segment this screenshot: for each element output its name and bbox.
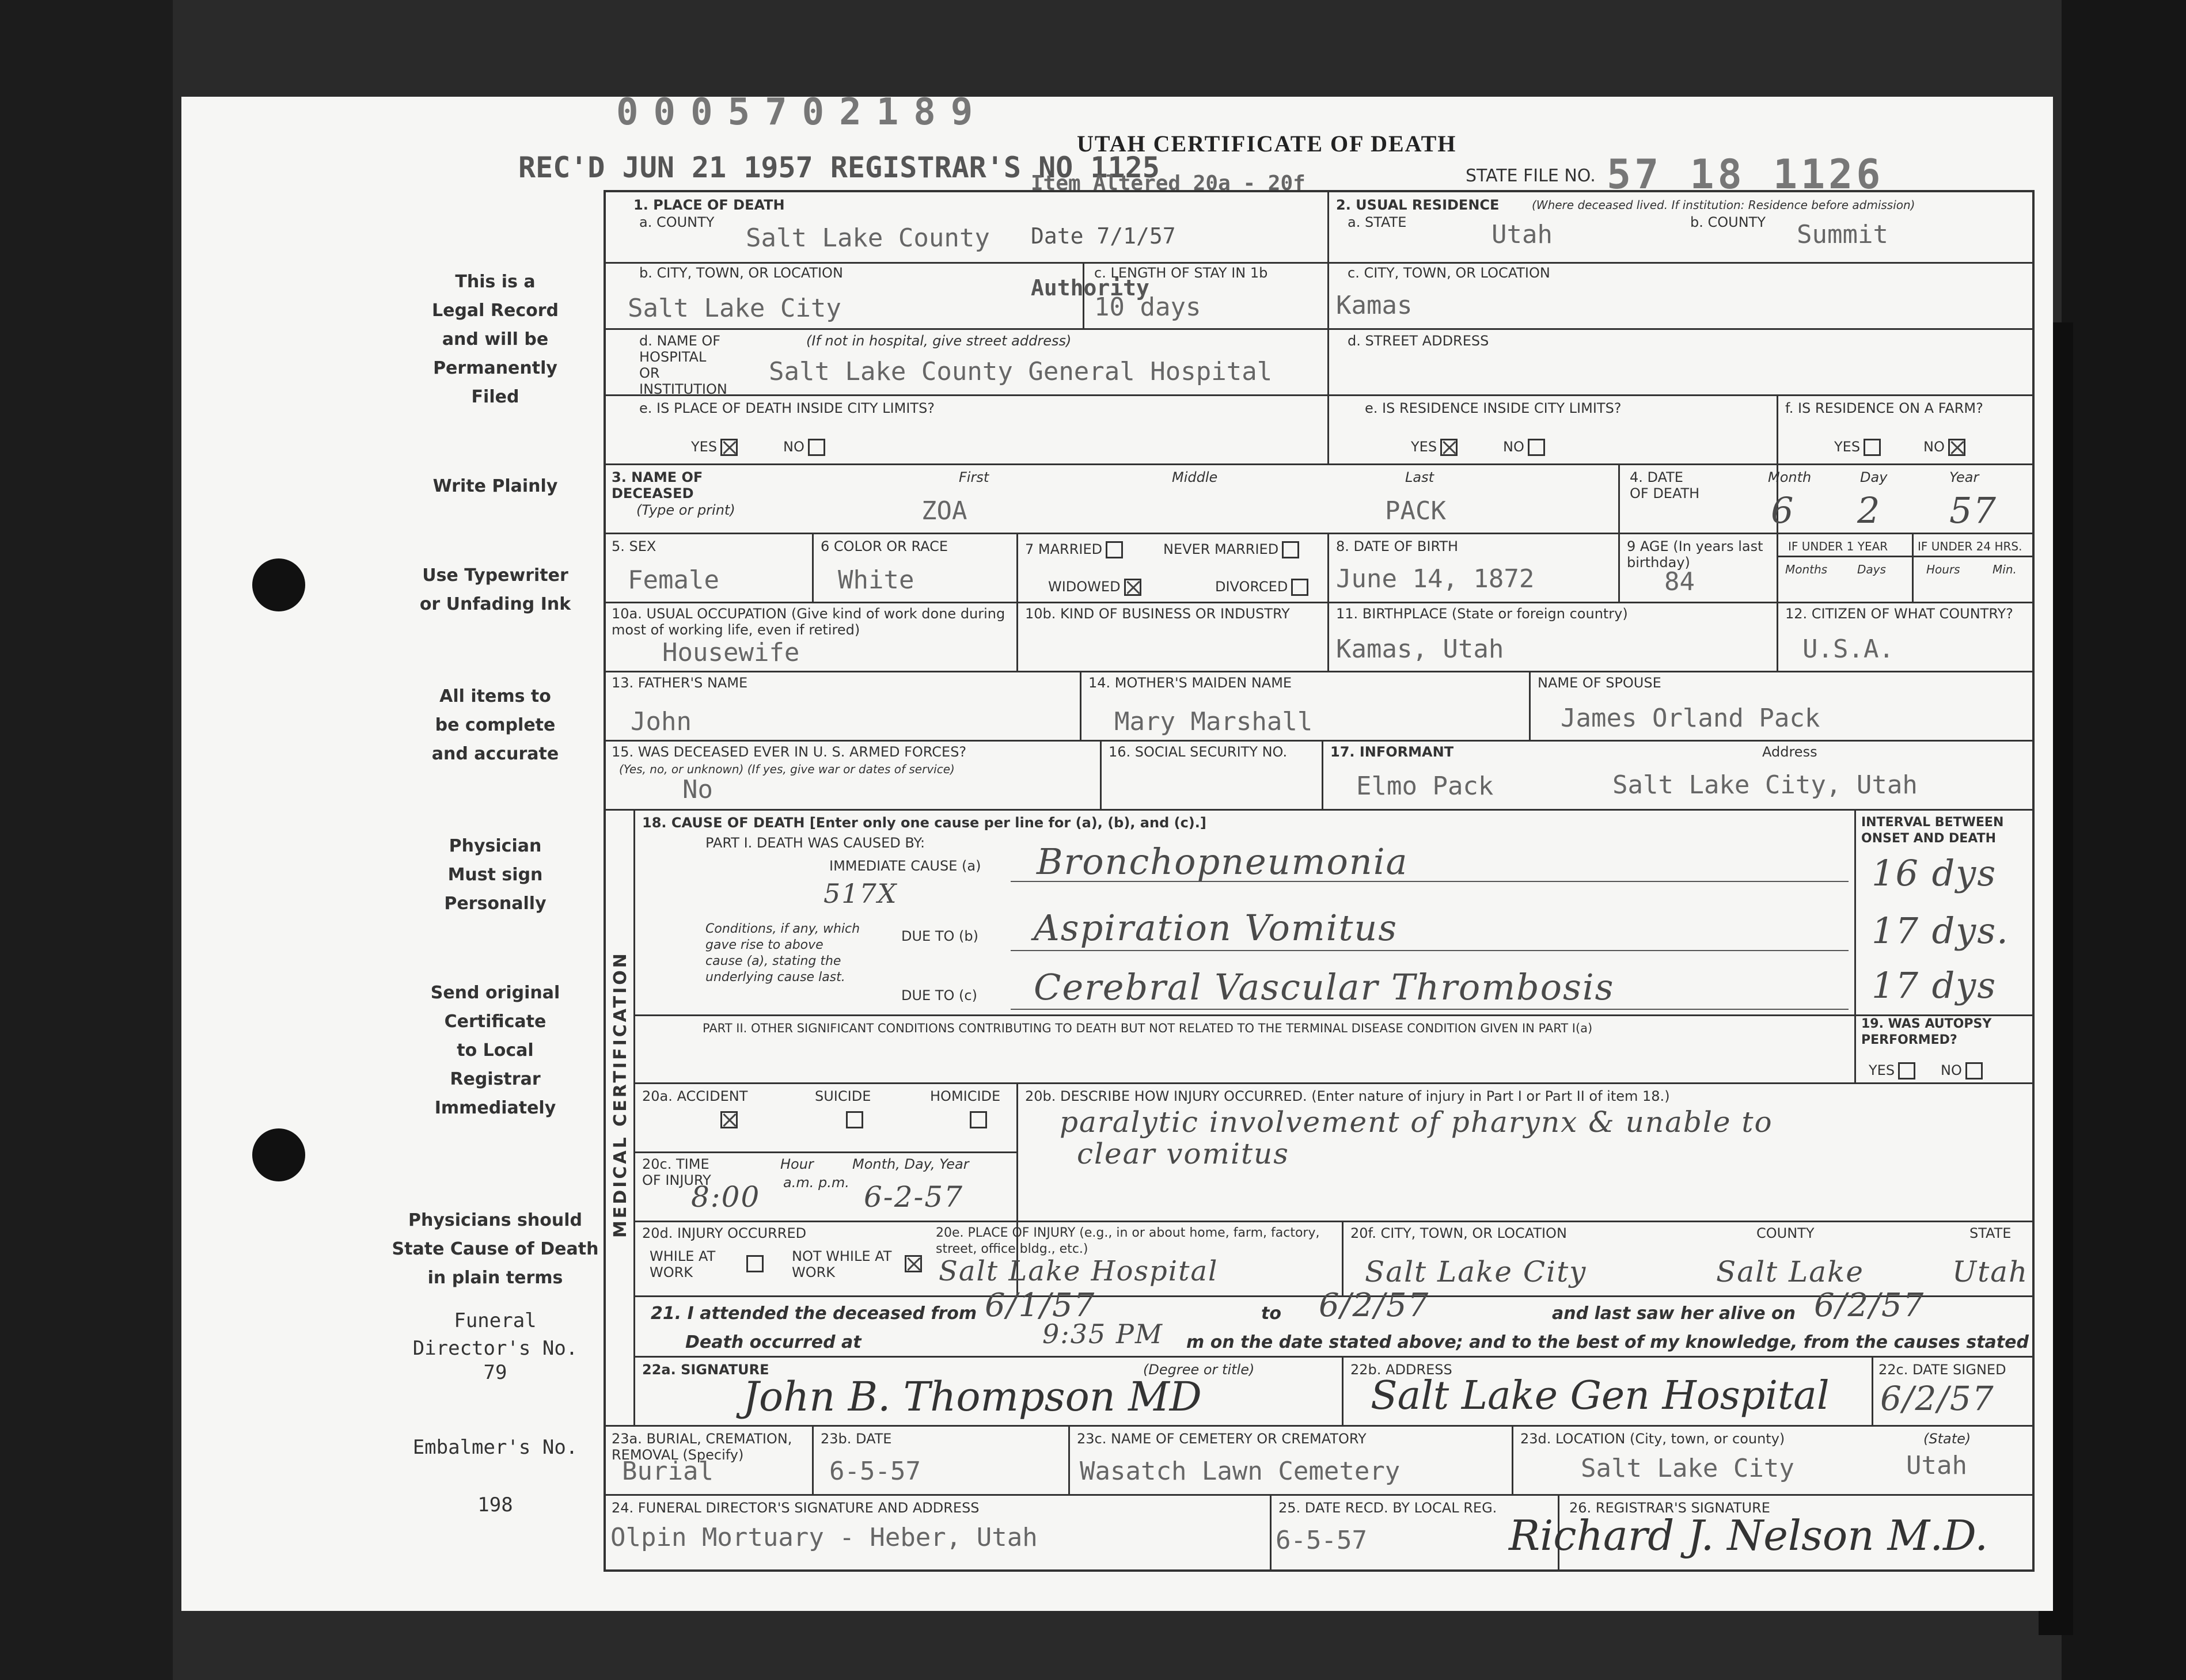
death-occurred-at-label: Death occurred at [685,1332,862,1352]
homicide-checkbox[interactable] [970,1111,987,1128]
cause-a: Bronchopneumonia [1037,841,1409,883]
due-to-c-label: DUE TO (c) [901,987,977,1004]
date-of-birth: June 14, 1872 [1336,564,1535,594]
occupation-label: 10a. USUAL OCCUPATION (Give kind of work done during most of working life, even if retired) [612,606,1005,638]
address-label: 22b. ADDRESS [1350,1362,1452,1378]
form-rule [1011,881,1849,882]
to-label: to [1261,1303,1281,1324]
form-rule [1512,1425,1513,1494]
physician-address: Salt Lake Gen Hospital [1371,1373,1830,1419]
death-city-limits-label: e. IS PLACE OF DEATH INSIDE CITY LIMITS? [639,400,935,416]
farm-yes[interactable]: YES [1834,439,1881,456]
state-file-number: 57 18 1126 [1607,151,1884,198]
immediate-cause-label: IMMEDIATE CAUSE (a) [829,858,981,874]
date-received-label: 25. DATE RECD. BY LOCAL REG. [1278,1500,1497,1516]
funeral-director-no-label: Funeral Director's No. [412,1309,578,1360]
checkbox[interactable] [1106,541,1123,558]
checkbox[interactable] [1898,1062,1915,1080]
form-rule [604,394,2035,396]
while-at-work-label: WHILE AT WORK [650,1248,716,1280]
note-write-plainly: Write Plainly [432,476,558,496]
form-rule [1618,533,1620,602]
attended-to: 6/2/57 [1319,1287,1430,1324]
conditions-note: Conditions, if any, which gave rise to above cause (a), stating the underlying cause last. [705,922,860,985]
date-signed: 6/2/57 [1880,1379,1995,1418]
year-label: Year [1949,469,1979,485]
injury-date: 6-2-57 [864,1180,964,1214]
note-send-original: Send original Certificate to Local Registrar Immediately [430,983,560,1118]
death-limits-no[interactable]: NO [783,439,825,456]
date-of-death-label: 4. DATE OF DEATH [1630,469,1700,501]
residence-state: Utah [1492,220,1553,249]
form-rule [604,463,2035,465]
scan-background-left [0,0,173,1680]
residence-city-limits-label: e. IS RESIDENCE INSIDE CITY LIMITS? [1365,400,1622,416]
medical-certification-label: MEDICAL CERTIFICATION [610,951,631,1238]
burial-location: Salt Lake City [1581,1454,1794,1483]
interval-b: 17 dys. [1872,910,2009,952]
checkbox[interactable] [808,439,825,456]
birthplace: Kamas, Utah [1336,634,1504,664]
punch-hole-bottom [252,1128,305,1181]
divorced-option[interactable]: DIVORCED [1215,579,1308,596]
note-cause-plain: Physicians should State Cause of Death in plain terms [392,1210,599,1288]
death-occurred-time: 9:35 PM [1042,1318,1163,1350]
injury-city: Salt Lake City [1365,1255,1587,1288]
attestation-statement: m on the date stated above; and to the best of my knowledge, from the causes stated [1186,1332,2029,1352]
burial-method: Burial [622,1457,714,1486]
hour-label: Hour [780,1156,814,1172]
death-month: 6 [1771,489,1795,531]
deceased-first-name: ZOA [921,496,967,526]
embalmer-no-label: Embalmer's No. [412,1436,578,1459]
burial-state-label: (State) [1923,1431,1971,1447]
residence-city-label: c. CITY, TOWN, OR LOCATION [1348,265,1550,281]
mother-name: Mary Marshall [1114,707,1313,736]
dob-label: 8. DATE OF BIRTH [1336,538,1459,554]
checkbox-checked[interactable] [1948,439,1965,456]
accident-checkbox[interactable] [720,1111,738,1128]
form-rule [604,328,2035,330]
months-label: Months [1785,562,1828,576]
autopsy-no[interactable]: NO [1941,1062,1983,1080]
spouse-label: NAME OF SPOUSE [1538,675,1661,691]
cause-of-death-label: 18. CAUSE OF DEATH [Enter only one cause per line for (a), (b), and (c).] [642,815,1206,831]
form-rule [633,1014,2035,1016]
funeral-director-label: 24. FUNERAL DIRECTOR'S SIGNATURE AND ADDRESS [612,1500,980,1516]
note-legal-record: This is a Legal Record and will be Permanently Filed [431,272,559,407]
suicide-checkbox[interactable] [846,1111,863,1128]
sex-label: 5. SEX [612,538,656,554]
days-label: Days [1857,562,1886,576]
note-typewriter: Use Typewriter or Unfading Ink [419,565,571,614]
hospital-note: (If not in hospital, give street address) [806,333,1072,349]
due-to-b-label: DUE TO (b) [901,928,978,944]
injury-state-label: STATE [1969,1225,2012,1241]
note-items-complete: All items to be complete and accurate [431,686,559,764]
form-rule [1327,533,1329,671]
cause-b: Aspiration Vomitus [1034,907,1398,949]
checkbox[interactable] [1282,541,1299,558]
checkbox[interactable] [1965,1062,1983,1080]
first-label: First [959,469,989,485]
state-label: a. STATE [1348,214,1407,230]
injury-occurred-label: 20d. INJURY OCCURRED [642,1225,807,1241]
form-rule [1270,1494,1272,1572]
death-year: 57 [1949,489,1997,531]
form-rule [1854,809,1856,1082]
under-one-year-label: IF UNDER 1 YEAR [1788,539,1888,553]
burial-label: 23a. BURIAL, CREMATION, REMOVAL (Specify) [612,1431,792,1463]
physician-signature: John B. Thompson MD [743,1373,1202,1420]
ssn-label: 16. SOCIAL SECURITY NO. [1109,744,1288,760]
document-stamp-number: 0005702189 [616,91,988,134]
injury-description: paralytic involvement of pharynx & unable to [1060,1105,1773,1139]
street-address-label: d. STREET ADDRESS [1348,333,1489,349]
time-of-injury-label: 20c. TIME OF INJURY [642,1156,711,1188]
injury-county: Salt Lake [1716,1255,1864,1288]
usual-residence-label: 2. USUAL RESIDENCE [1336,197,1500,213]
death-day: 2 [1857,489,1881,531]
form-rule [812,533,814,602]
autopsy-yes[interactable]: YES [1869,1062,1915,1080]
cemetery-label: 23c. NAME OF CEMETERY OR CREMATORY [1077,1431,1367,1447]
checkbox[interactable] [1528,439,1545,456]
race-value: White [838,565,914,595]
mother-label: 14. MOTHER'S MAIDEN NAME [1088,675,1292,691]
death-county: Salt Lake County [746,223,990,253]
scan-background-right [2062,0,2186,1680]
age-value: 84 [1664,567,1695,596]
citizenship: U.S.A. [1802,634,1894,664]
armed-forces-label: 15. WAS DECEASED EVER IN U. S. ARMED FORCES? [612,744,967,760]
certificate-title: UTAH CERTIFICATE OF DEATH [1077,131,1457,157]
residence-city: Kamas [1336,291,1413,320]
form-rule [604,262,2035,264]
residence-limits-no[interactable]: NO [1503,439,1545,456]
degree-label: (Degree or title) [1143,1362,1255,1378]
never-married-option[interactable]: NEVER MARRIED [1163,541,1299,558]
form-rule [1529,671,1531,740]
county-label: a. COUNTY [639,214,715,230]
citizen-label: 12. CITIZEN OF WHAT COUNTRY? [1785,606,2013,622]
residence-county-label: b. COUNTY [1690,214,1766,230]
burial-location-label: 23d. LOCATION (City, town, or county) [1520,1431,1785,1447]
business-label: 10b. KIND OF BUSINESS OR INDUSTRY [1025,606,1290,622]
form-rule [1342,1221,1344,1295]
form-rule [1912,533,1914,602]
type-or-print: (Type or print) [636,502,735,518]
form-rule [633,1151,1016,1153]
hours-label: Hours [1926,562,1960,576]
checkbox-checked[interactable] [1440,439,1458,456]
injury-description-2: clear vomitus [1077,1137,1289,1170]
signature-label: 22a. SIGNATURE [642,1362,769,1378]
date-received: 6-5-57 [1276,1526,1367,1555]
occupation: Housewife [662,638,800,667]
checkbox-checked[interactable] [720,439,738,456]
informant-name: Elmo Pack [1356,771,1494,801]
hospital-label: d. NAME OF HOSPITAL OR INSTITUTION [639,333,727,397]
death-limits-yes[interactable]: YES [691,439,738,456]
registrar-signature: Richard J. Nelson M.D. [1509,1511,1988,1560]
checkbox-checked[interactable] [1124,579,1141,596]
form-rule [1327,190,1329,463]
funeral-director-no: 79 [483,1361,507,1384]
funeral-director: Olpin Mortuary - Heber, Utah [610,1523,1038,1552]
registrar-signature-label: 26. REGISTRAR'S SIGNATURE [1569,1500,1770,1516]
form-rule [1342,1356,1344,1425]
farm-label: f. IS RESIDENCE ON A FARM? [1785,400,1983,416]
embalmer-no: 198 [477,1493,513,1516]
place-of-injury-label: 20e. PLACE OF INJURY (e.g., in or about home, farm, factory, street, office bldg., etc.) [936,1226,1320,1256]
date-note: Date 7/1/57 [1031,223,1176,249]
farm-no[interactable]: NO [1923,439,1965,456]
interval-a: 16 dys [1872,852,1997,894]
received-stamp: REC'D JUN 21 1957 REGISTRAR'S NO 1125 [518,151,1160,184]
part1-label: PART I. DEATH WAS CAUSED BY: [705,835,925,851]
residence-county: Summit [1797,220,1888,249]
form-rule [604,602,2035,603]
accident-label: 20a. ACCIDENT [642,1088,748,1104]
father-label: 13. FATHER'S NAME [612,675,748,691]
state-file-label: STATE FILE NO. [1466,166,1596,186]
last-saw-date: 6/2/57 [1814,1287,1925,1324]
form-rule [1100,740,1102,809]
deceased-last-name: PACK [1385,496,1446,526]
form-rule [633,809,635,1425]
under-24-hrs-label: IF UNDER 24 HRS. [1918,539,2022,553]
form-rule [1777,394,1778,463]
month-day-year-label: Month, Day, Year [852,1156,969,1172]
form-rule [604,1494,2035,1496]
form-rule [1777,556,2035,557]
note-physician-sign: Physician Must sign Personally [444,836,546,914]
informant-address-label: Address [1762,744,1817,760]
punch-hole-top [252,558,305,611]
form-rule [604,740,2035,742]
day-label: Day [1860,469,1888,485]
form-rule [633,1082,2035,1084]
attended-from: 6/1/57 [985,1287,1096,1324]
form-rule [1618,463,1620,533]
form-rule [1016,533,1018,671]
minutes-label: Min. [1993,562,2017,576]
burial-date: 6-5-57 [829,1457,921,1486]
informant-label: 17. INFORMANT [1330,744,1454,760]
age-label: 9 AGE (In years last birthday) [1627,538,1763,571]
race-label: 6 COLOR OR RACE [821,538,948,554]
hospital-name: Salt Lake County General Hospital [769,357,1273,386]
middle-label: Middle [1172,469,1218,485]
autopsy-label: 19. WAS AUTOPSY PERFORMED? [1861,1017,1992,1047]
injury-state: Utah [1952,1255,2029,1288]
form-rule [1080,671,1081,740]
father-name: John [631,707,692,736]
widowed-option[interactable]: WIDOWED [1048,579,1141,596]
while-at-work-checkbox[interactable] [746,1255,764,1272]
am-pm-label: a.m. p.m. [783,1175,849,1191]
form-rule [1011,950,1849,951]
form-rule [604,671,2035,672]
residence-limits-yes[interactable]: YES [1411,439,1458,456]
form-rule [633,1356,2035,1358]
injury-how-label: 20b. DESCRIBE HOW INJURY OCCURRED. (Enter nature of injury in Part I or Part II of item 18.) [1025,1088,1670,1104]
attended-label: 21. I attended the deceased from [651,1303,977,1324]
form-rule [1872,1356,1873,1425]
form-rule [1011,1009,1849,1010]
not-at-work-label: NOT WHILE AT WORK [792,1248,892,1280]
form-rule [604,533,2035,534]
cause-code: 517X [823,878,898,909]
length-of-stay-label: c. LENGTH OF STAY IN 1b [1094,265,1268,281]
burial-state: Utah [1906,1451,1967,1480]
not-at-work-checkbox[interactable] [905,1255,922,1272]
injury-time: 8:00 [691,1180,761,1214]
homicide-label: HOMICIDE [930,1088,1001,1104]
checkbox[interactable] [1291,579,1308,596]
residence-note: (Where deceased lived. If institution: Residence before admission) [1532,198,1915,212]
suicide-label: SUICIDE [815,1088,871,1104]
place-of-injury: Salt Lake Hospital [939,1255,1219,1287]
form-rule [604,1425,2035,1427]
cemetery-name: Wasatch Lawn Cemetery [1080,1457,1401,1486]
form-rule [812,1425,814,1494]
informant-address: Salt Lake City, Utah [1612,770,1918,800]
place-of-death-label: 1. PLACE OF DEATH [633,197,785,213]
sex-value: Female [628,565,719,595]
item-altered-stamp: Item Altered 20a - 20f [1031,172,1305,195]
month-label: Month [1768,469,1812,485]
form-rule [1068,1425,1070,1494]
form-rule [604,809,2035,811]
armed-forces-sub: (Yes, no, or unknown) (If yes, give war or dates of service) [619,762,955,776]
birthplace-label: 11. BIRTHPLACE (State or foreign country) [1336,606,1628,622]
length-of-stay: 10 days [1094,292,1201,322]
authority-note: Authority [1031,275,1149,301]
part2-label: PART II. OTHER SIGNIFICANT CONDITIONS CONTRIBUTING TO DEATH BUT NOT RELATED TO THE TERMINAL DISEASE CONDITION GIVEN IN PART I(a) [703,1021,1593,1035]
burial-date-label: 23b. DATE [821,1431,892,1447]
interval-label: INTERVAL BETWEEN ONSET AND DEATH [1861,815,2004,846]
form-rule [1322,740,1323,809]
interval-c: 17 dys [1872,964,1997,1006]
cause-c: Cerebral Vascular Thrombosis [1034,966,1615,1008]
armed-forces: No [682,775,713,804]
city-label: b. CITY, TOWN, OR LOCATION [639,265,843,281]
injury-county-label: COUNTY [1756,1225,1815,1241]
date-signed-label: 22c. DATE SIGNED [1878,1362,2006,1378]
married-option[interactable]: 7 MARRIED [1025,541,1123,558]
spouse-name: James Orland Pack [1561,704,1820,733]
injury-city-label: 20f. CITY, TOWN, OR LOCATION [1350,1225,1567,1241]
last-label: Last [1405,469,1434,485]
form-rule [633,1221,2035,1222]
last-saw-label: and last saw her alive on [1552,1303,1796,1324]
checkbox[interactable] [1864,439,1881,456]
deceased-name-label: 3. NAME OF DECEASED [612,469,703,501]
death-city: Salt Lake City [628,294,841,323]
